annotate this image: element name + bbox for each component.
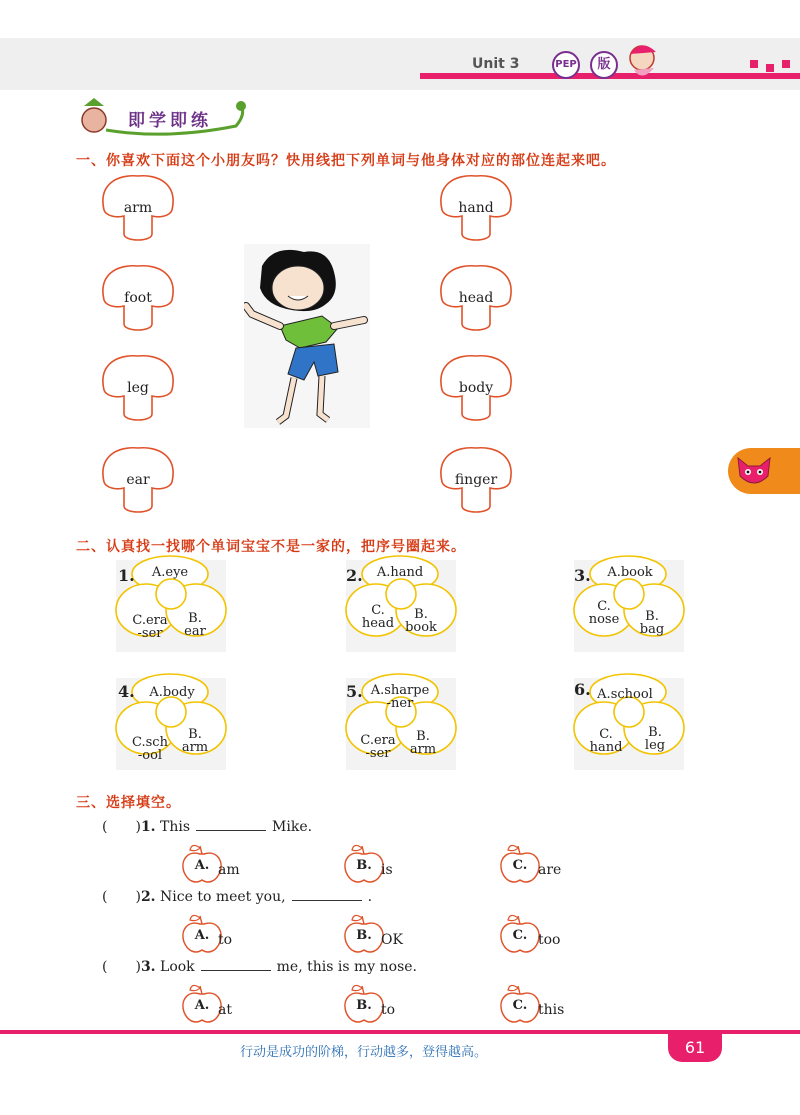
- q3-1-option-b-text: is: [381, 862, 393, 878]
- word-finger[interactable]: finger: [454, 472, 498, 488]
- q2-5-option-c[interactable]: C.era -ser: [360, 733, 396, 761]
- q3-num: 3.: [140, 959, 156, 975]
- edition-badge: 版: [590, 51, 618, 79]
- word-arm[interactable]: arm: [123, 200, 153, 216]
- q2-1-option-c[interactable]: C.era -ser: [132, 613, 168, 641]
- answer-paren[interactable]: ( ): [102, 959, 141, 975]
- q3-3-option-c-text: this: [538, 1002, 565, 1018]
- q2-5-option-b[interactable]: B. arm: [409, 729, 437, 757]
- q2-6-option-b[interactable]: B. leg: [644, 725, 666, 753]
- word-hand[interactable]: hand: [458, 200, 494, 216]
- q3-2-option-c-text: too: [538, 932, 561, 948]
- q3-3-option-c-letter[interactable]: C.: [512, 998, 528, 1013]
- q2-heading: 二、认真找一找哪个单词宝宝不是一家的，把序号圈起来。: [76, 539, 466, 555]
- answer-paren[interactable]: ( ): [102, 819, 141, 835]
- q3-num: 1.: [140, 819, 156, 835]
- q2-4-option-b[interactable]: B. arm: [181, 727, 209, 755]
- sentence-post: .: [367, 889, 373, 905]
- q3-1-option-c-letter[interactable]: C.: [512, 858, 528, 873]
- answer-paren[interactable]: ( ): [102, 889, 141, 905]
- q3-1-option-a-text: am: [218, 862, 240, 878]
- page-number: 61: [668, 1034, 722, 1062]
- q3-item-2: [102, 886, 372, 906]
- q2-4-option-a[interactable]: A.body: [149, 685, 195, 700]
- sentence-post: Mike.: [272, 819, 313, 835]
- q2-1-option-b[interactable]: B. ear: [184, 611, 206, 639]
- word-leg[interactable]: leg: [127, 380, 149, 396]
- q3-1-option-b-letter[interactable]: B.: [356, 858, 372, 873]
- q3-3-option-b-letter[interactable]: B.: [356, 998, 372, 1013]
- q2-2-option-b[interactable]: B. book: [405, 607, 437, 635]
- q2-1-option-a[interactable]: A.eye: [151, 565, 189, 580]
- q2-num-2: 2.: [346, 566, 363, 585]
- footer-motto: 行动是成功的阶梯，行动越多，登得越高。: [240, 1045, 488, 1060]
- q2-4-option-c[interactable]: C.sch -ool: [132, 735, 168, 763]
- q3-2-option-b-text: OK: [381, 932, 403, 948]
- q3-item-1: [102, 816, 312, 836]
- q3-3-option-a-letter[interactable]: A.: [194, 998, 210, 1013]
- q2-num-4: 4.: [118, 682, 135, 701]
- q2-3-option-b[interactable]: B. bag: [639, 609, 665, 637]
- sentence-pre: Look: [160, 959, 195, 975]
- q2-3-option-c[interactable]: C. nose: [588, 599, 620, 627]
- q2-6-option-c[interactable]: C. hand: [589, 727, 623, 755]
- q2-num-1: 1.: [118, 566, 135, 585]
- word-body[interactable]: body: [458, 380, 494, 396]
- word-foot[interactable]: foot: [124, 290, 152, 306]
- unit-label: Unit 3: [472, 56, 520, 72]
- answer-blank[interactable]: [292, 888, 362, 901]
- q3-2-option-a-letter[interactable]: A.: [194, 928, 210, 943]
- answer-blank[interactable]: [201, 958, 271, 971]
- q3-1-option-a-letter[interactable]: A.: [194, 858, 210, 873]
- q3-item-3: [102, 956, 417, 976]
- section-title: 即学即练: [128, 111, 212, 131]
- sentence-pre: This: [160, 819, 191, 835]
- q2-2-option-c[interactable]: C. head: [361, 603, 395, 631]
- q1-heading: 一、你喜欢下面这个小朋友吗？快用线把下列单词与他身体对应的部位连起来吧。: [76, 153, 616, 169]
- sentence-pre: Nice to meet you,: [160, 889, 286, 905]
- q3-num: 2.: [140, 889, 156, 905]
- q3-3-option-a-text: at: [218, 1002, 232, 1018]
- q2-5-option-a[interactable]: A.sharpe -ner: [370, 683, 430, 711]
- sentence-post: me, this is my nose.: [276, 959, 417, 975]
- q2-2-option-a[interactable]: A.hand: [376, 565, 424, 580]
- q3-2-option-c-letter[interactable]: C.: [512, 928, 528, 943]
- q3-heading: 三、选择填空。: [76, 795, 181, 811]
- q3-2-option-a-text: to: [218, 932, 233, 948]
- word-head[interactable]: head: [458, 290, 494, 306]
- q2-3-option-a[interactable]: A.book: [607, 565, 653, 580]
- q3-3-option-b-text: to: [381, 1002, 396, 1018]
- q2-num-3: 3.: [574, 566, 591, 585]
- answer-blank[interactable]: [196, 818, 266, 831]
- q2-6-option-a[interactable]: A.school: [597, 687, 653, 702]
- word-ear[interactable]: ear: [126, 472, 150, 488]
- pep-badge: PEP: [552, 51, 580, 79]
- q3-1-option-c-text: are: [538, 862, 562, 878]
- q3-2-option-b-letter[interactable]: B.: [356, 928, 372, 943]
- q2-num-6: 6.: [574, 680, 591, 699]
- q2-num-5: 5.: [346, 682, 363, 701]
